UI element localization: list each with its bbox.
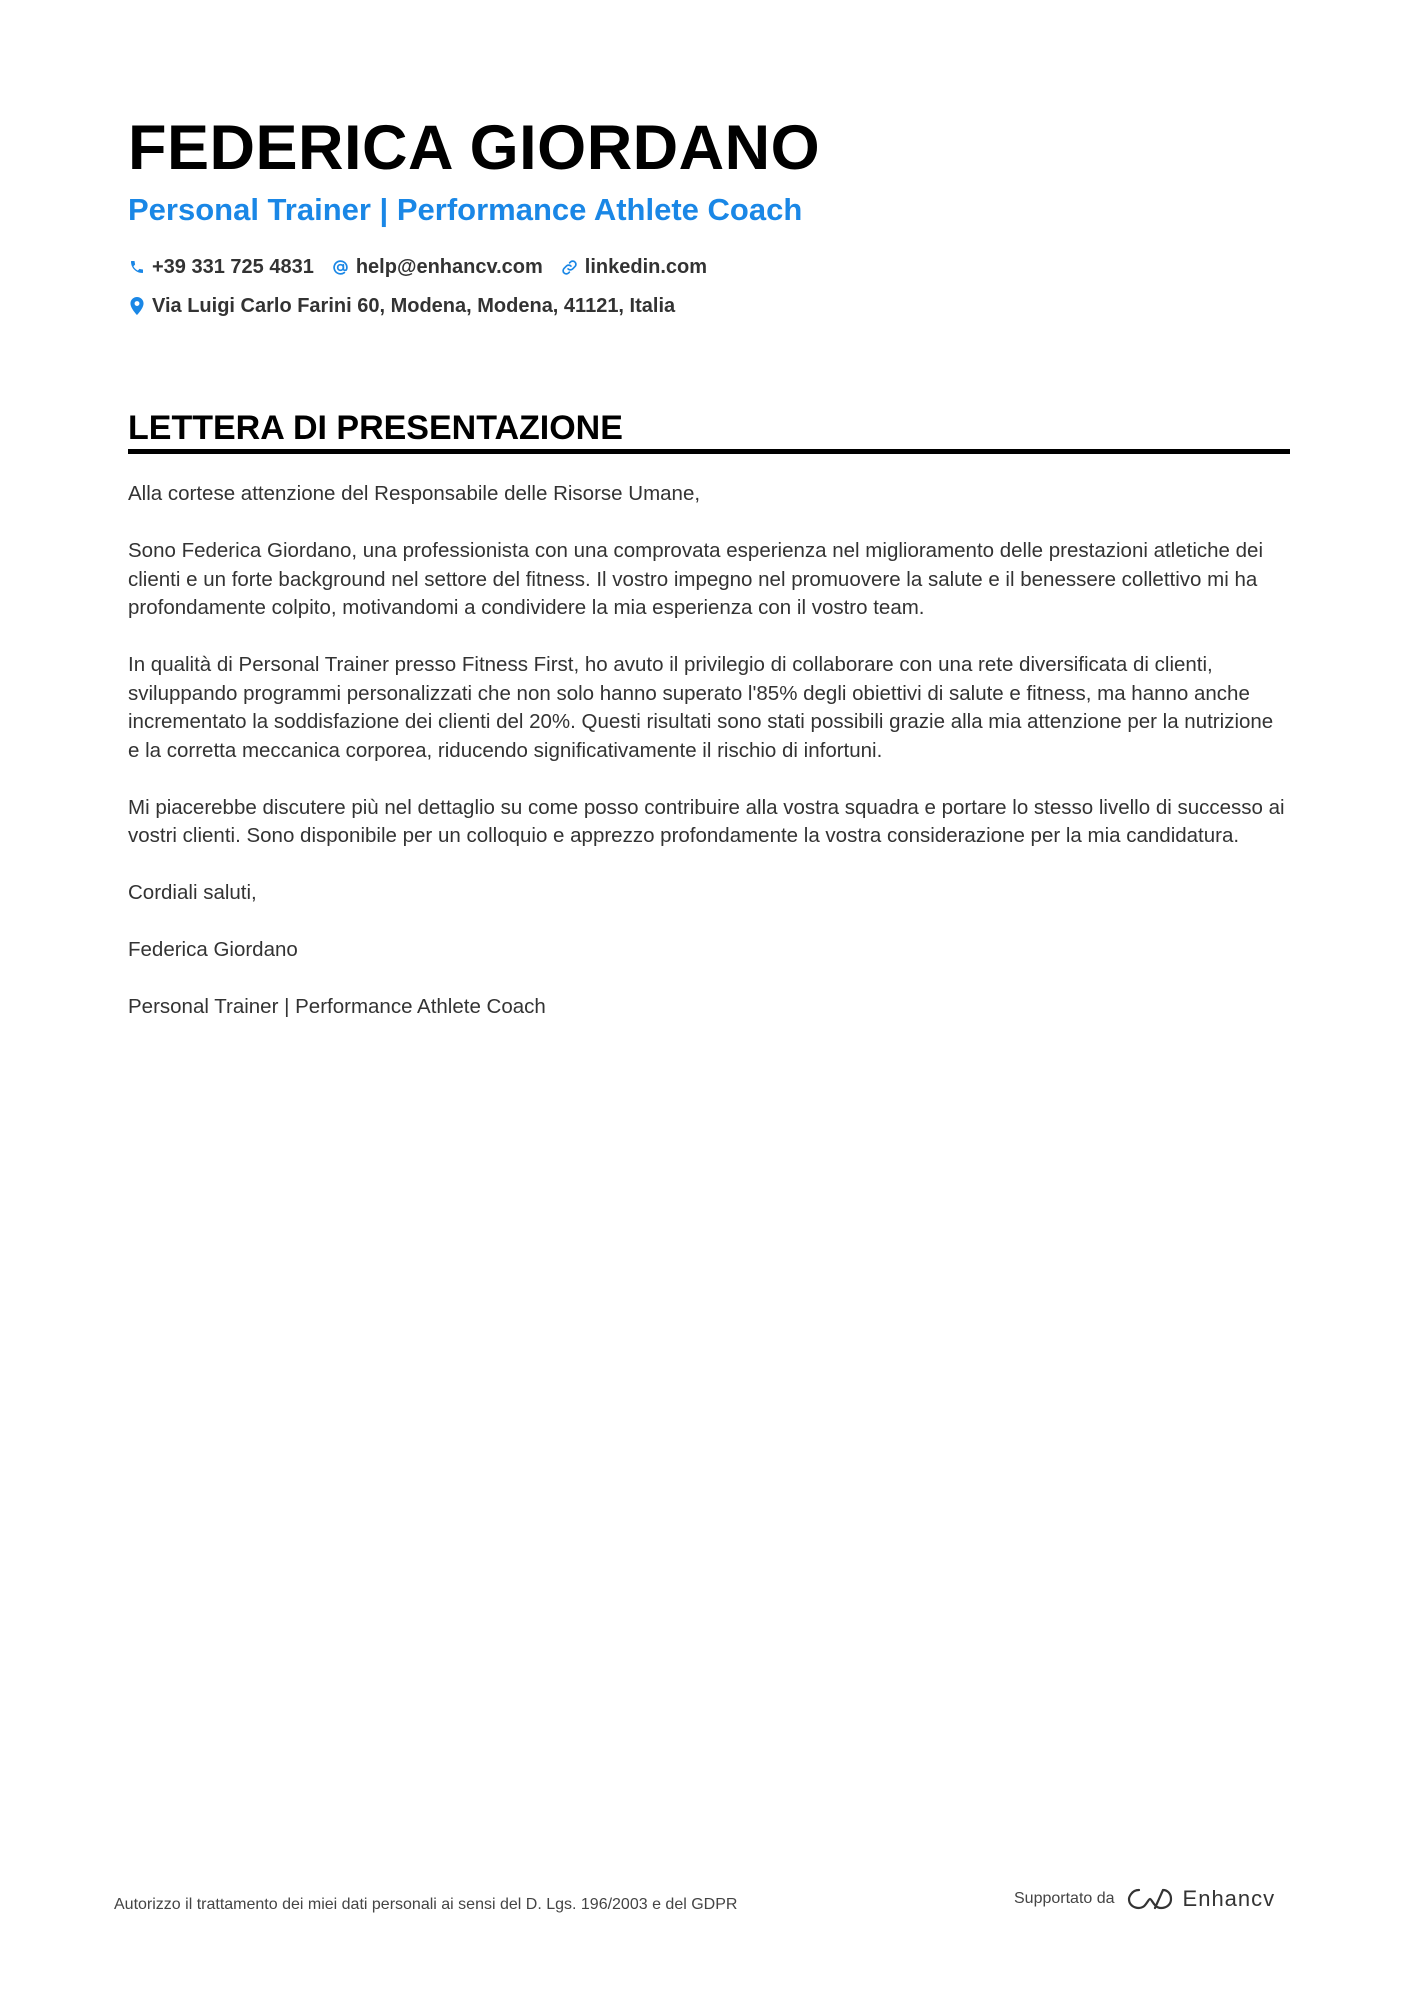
brand-name: Enhancv xyxy=(1182,1886,1276,1911)
contact-row-primary xyxy=(128,253,725,281)
address-text: Via Luigi Carlo Farini 60, Modena, Modena, 41121, Italia xyxy=(152,295,676,317)
contact-email[interactable] xyxy=(332,253,543,281)
contact-linkedin[interactable] xyxy=(561,253,707,281)
powered-by-text: Supportato da xyxy=(1014,1890,1115,1907)
location-pin-icon xyxy=(128,297,146,315)
footer-consent: Autorizzo il trattamento dei miei dati personali ai sensi del D. Lgs. 196/2003 e del GDPR xyxy=(114,1896,738,1913)
contact-row-secondary xyxy=(128,292,693,320)
letter-signature-name: Federica Giordano xyxy=(128,938,298,961)
phone-text: +39 331 725 4831 xyxy=(152,256,314,278)
enhancv-logo-icon xyxy=(1127,1886,1173,1912)
at-icon xyxy=(332,258,350,276)
letter-closing: Cordiali saluti, xyxy=(128,881,257,904)
letter-paragraph-3: Mi piacerebbe discutere più nel dettaglio su come posso contribuire alla vostra squadra e portare lo stesso livello di successo ai vostri clienti. Sono disponibile per un colloquio e apprezzo profondamente la vostra considerazione per la mia candidatura. xyxy=(128,795,1285,847)
contact-phone xyxy=(128,253,314,281)
candidate-name: FEDERICA GIORDANO xyxy=(128,113,821,183)
email-text: help@enhancv.com xyxy=(355,256,543,278)
section-divider xyxy=(128,449,1290,454)
contact-address xyxy=(128,292,675,320)
footer-brand[interactable] xyxy=(1014,1886,1275,1912)
phone-icon xyxy=(128,258,146,276)
link-icon xyxy=(561,258,579,276)
candidate-title: Personal Trainer | Performance Athlete Coach xyxy=(128,192,803,227)
letter-greeting: Alla cortese attenzione del Responsabile delle Risorse Umane, xyxy=(128,482,701,505)
letter-signature-title: Personal Trainer | Performance Athlete Coach xyxy=(128,995,546,1018)
letter-paragraph-2: In qualità di Personal Trainer presso Fitness First, ho avuto il privilegio di collaborare con una rete diversificata di clienti, sviluppando programmi personalizzati che non solo hanno superato l'85% degli obiettivi di salute e fitness, ma hanno anche incrementato la soddisfazione dei clienti del 20%. Questi risultati sono stati possibili grazie alla mia attenzione per la nutrizione e la corretta meccanica corporea, riducendo significativamente il rischio di infortuni. xyxy=(128,653,1274,762)
letter-body xyxy=(128,480,1290,1050)
section-title: LETTERA DI PRESENTAZIONE xyxy=(128,409,623,447)
linkedin-text: linkedin.com xyxy=(584,256,708,278)
letter-paragraph-1: Sono Federica Giordano, una professionista con una comprovata esperienza nel miglioramento delle prestazioni atletiche dei clienti e un forte background nel settore del fitness. Il vostro impegno nel promuovere la salute e il benessere collettivo mi ha profondamente colpito, motivandomi a condividere la mia esperienza con il vostro team. xyxy=(128,539,1263,619)
